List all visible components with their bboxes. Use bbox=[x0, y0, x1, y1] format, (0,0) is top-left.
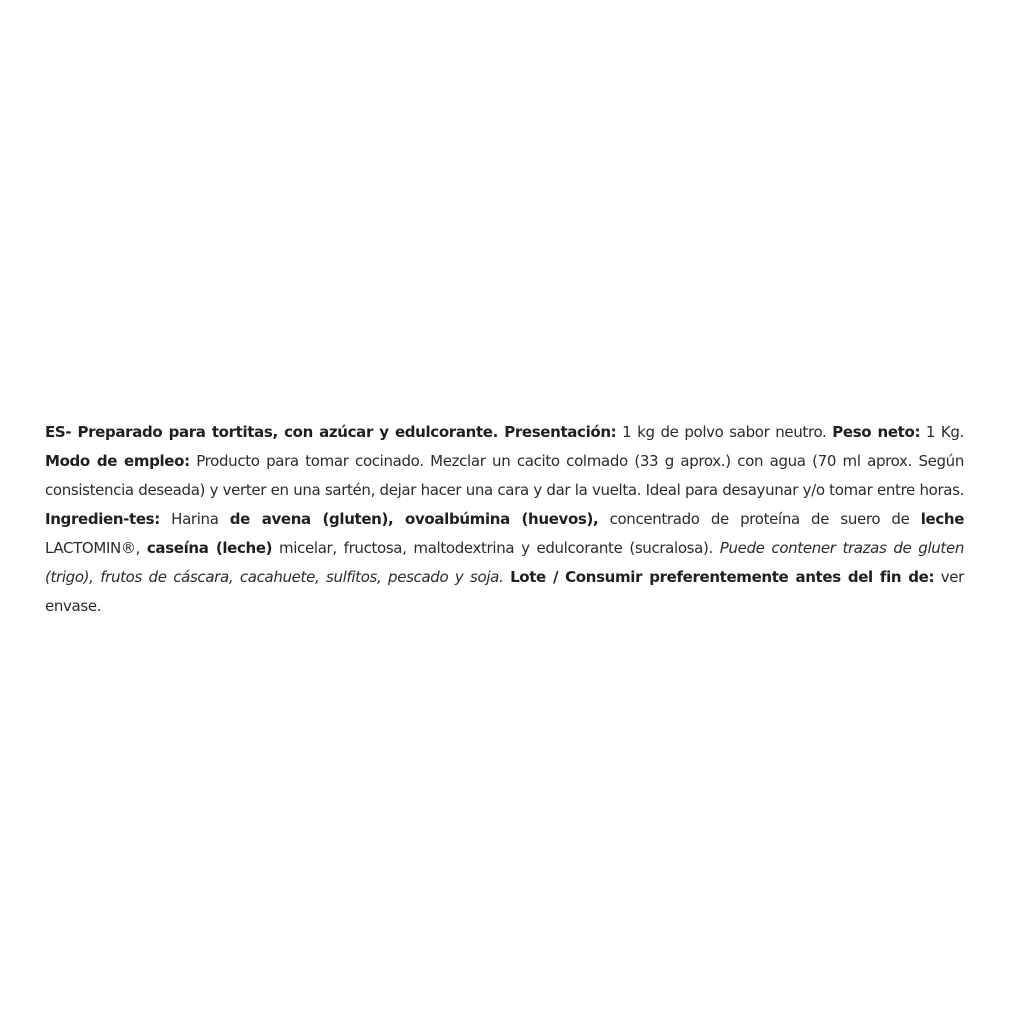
allergen-casein: caseína (leche) bbox=[146, 539, 273, 557]
usage-text: Producto para tomar cocinado. Mezclar un cacito colmado (33 g aprox.) con agua (70 ml aprox. Según consistencia deseada) y verter en una sartén, dejar hacer una cara y dar la vuelta. Ideal para desayunar y/o tomar entre horas. bbox=[45, 452, 965, 499]
presentation-value: 1 kg de polvo sabor neutro. bbox=[616, 423, 833, 441]
ingredients-label: Ingredien-tes: bbox=[45, 510, 160, 528]
label-heading: ES- Preparado para tortitas, con azúcar y edulcorante. Presentación: bbox=[45, 423, 617, 441]
product-label-text bbox=[45, 418, 964, 621]
net-weight-label: Peso neto: bbox=[832, 423, 921, 441]
traces-warning: Puede contener trazas de gluten (trigo), frutos de cáscara, cacahuete, sulfitos, pescado y soja. bbox=[45, 539, 964, 586]
net-weight-value: 1 Kg. bbox=[920, 423, 965, 441]
ingredients-text-3: LACTOMIN®, bbox=[45, 539, 147, 557]
ingredients-text-4: micelar, fructosa, maltodextrina y edulcorante (sucralosa). bbox=[272, 539, 720, 557]
lot-label: Lote / Consumir preferentemente antes del fin de: bbox=[510, 568, 935, 586]
allergen-oat-egg: de avena (gluten), ovoalbúmina (huevos), bbox=[229, 510, 599, 528]
allergen-milk: leche bbox=[920, 510, 965, 528]
ingredients-text-2: concentrado de proteína de suero de bbox=[598, 510, 921, 528]
lot-value: ver envase. bbox=[45, 568, 964, 615]
ingredients-text-1: Harina bbox=[159, 510, 230, 528]
usage-label: Modo de empleo: bbox=[45, 452, 190, 470]
